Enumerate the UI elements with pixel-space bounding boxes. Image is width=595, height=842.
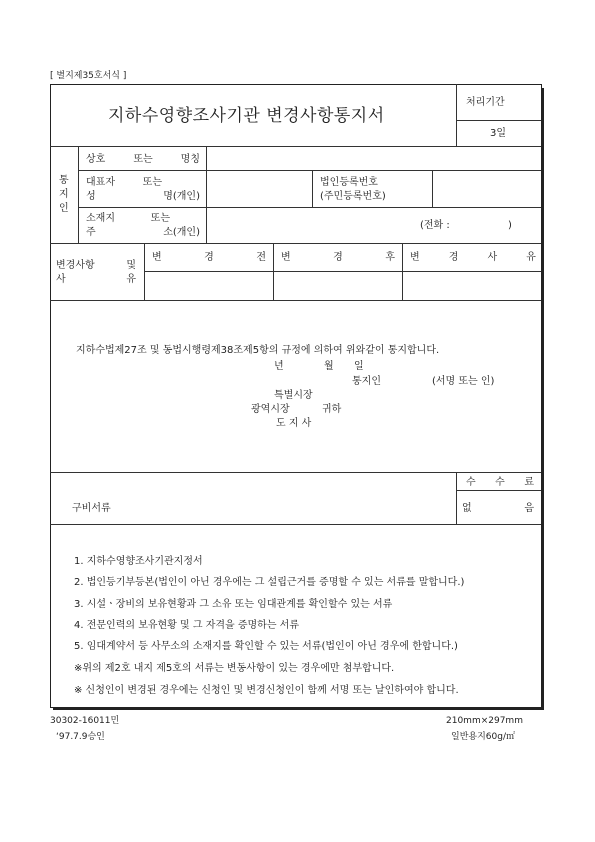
documents-bottom-rule (50, 524, 541, 525)
change-header-rule (144, 271, 541, 272)
notifier-sign-label: 통지인 (352, 376, 381, 387)
fee-value: 없 음 (462, 503, 534, 514)
documents-label: 구비서류 (72, 503, 111, 514)
footer-approved: ‘97.7.9승인 (56, 732, 105, 742)
date-year: 년 (274, 361, 284, 372)
processing-divider (456, 84, 457, 146)
recipient-2: 광역시장 (251, 404, 290, 415)
change-label-1: 변경사항 및 (56, 260, 136, 271)
list-item: 2. 법인등기부등본(법인이 아닌 경우에는 그 설립근거를 증명할 수 있는 서류를 말합니다.) (74, 577, 465, 588)
declaration-text: 지하수법제27조 및 동법시행령제38조제5항의 규정에 의하여 위와같이 통지합니다. (76, 345, 440, 356)
notifier-divider (78, 146, 79, 243)
declaration-bottom-rule (50, 472, 541, 473)
footer-paper: 일반용지60g/㎡ (451, 732, 515, 742)
date-month: 월 (324, 361, 334, 372)
phone-open: (전화 : (420, 220, 450, 231)
reg-no-label-1: 법인등록번호 (320, 177, 378, 188)
recipient-honorific: 귀하 (322, 404, 342, 415)
form-title: 지하수영향조사기관 변경사항통지서 (108, 106, 385, 126)
recipient-1: 특별시장 (274, 390, 313, 401)
location-label-2: 주 소(개인) (86, 227, 200, 238)
list-item: 1. 지하수영향조사기관지정서 (74, 556, 203, 567)
notifier-char-1: 통 (59, 175, 69, 186)
fee-divider (456, 472, 457, 524)
footer-code: 30302-16011민 (50, 716, 120, 726)
change-bottom-rule (50, 300, 541, 301)
notifier-label-divider (206, 146, 207, 243)
note-item: ※위의 제2호 내지 제5호의 서류는 변동사항이 있는 경우에만 첨부합니다. (74, 663, 395, 674)
representative-label-1: 대표자 또는 (86, 177, 162, 188)
reg-no-divider-right (432, 170, 433, 207)
reg-no-label-2: (주민등록번호) (320, 191, 386, 202)
phone-close: ) (508, 220, 512, 231)
processing-rule (456, 120, 541, 121)
representative-label-2: 성 명(개인) (86, 191, 200, 202)
processing-value: 3일 (490, 128, 507, 139)
representative-rule (78, 207, 541, 208)
notifier-bottom-rule (50, 243, 541, 244)
fee-label: 수 수 료 (466, 477, 534, 488)
sign-placeholder: (서명 또는 인) (432, 376, 495, 387)
location-label-1: 소재지 또는 (86, 213, 170, 224)
trade-name-label: 상호 또는 명칭 (86, 154, 200, 165)
after-header: 변 경 후 (281, 252, 395, 263)
note-item: ※ 신청인이 변경된 경우에는 신청인 및 변경신청인이 함께 서명 또는 날인하여야 합니다. (74, 685, 459, 696)
fee-rule (456, 490, 541, 491)
form-number-tag: [ 별지제35호서식 ] (50, 71, 127, 81)
before-header: 변 경 전 (152, 252, 266, 263)
reg-no-divider-left (312, 170, 313, 207)
change-label-2: 사 유 (56, 274, 136, 285)
footer-size: 210mm×297mm (446, 716, 523, 726)
notifier-char-3: 인 (59, 203, 69, 214)
trade-name-rule (78, 170, 541, 171)
header-bottom-rule (50, 146, 541, 147)
date-day: 일 (354, 361, 364, 372)
reason-header: 변 경 사 유 (410, 252, 536, 263)
list-item: 4. 전문인력의 보유현황 및 그 자격을 증명하는 서류 (74, 620, 299, 631)
recipient-3: 도 지 사 (276, 418, 312, 429)
notifier-char-2: 지 (59, 189, 69, 200)
list-item: 3. 시설ㆍ장비의 보유현황과 그 소유 또는 임대관계를 확인할수 있는 서류 (74, 599, 393, 610)
processing-label: 처리기간 (466, 97, 505, 108)
list-item: 5. 임대계약서 등 사무소의 소재지를 확인할 수 있는 서류(법인이 아닌 경우에 한합니다.) (74, 641, 458, 652)
